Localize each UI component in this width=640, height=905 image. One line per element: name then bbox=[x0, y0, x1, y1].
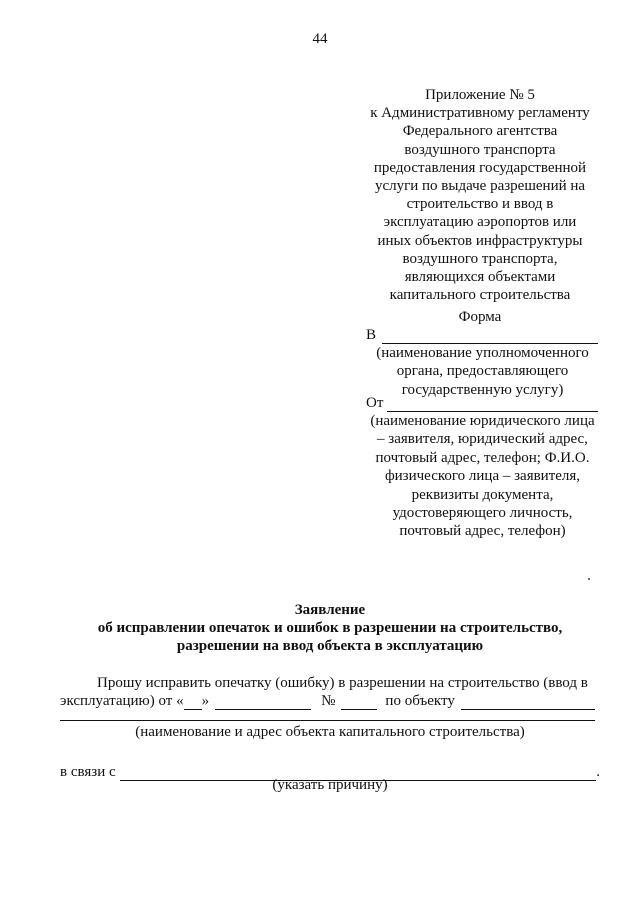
statement-title-line: об исправлении опечаток и ошибок в разрешении на строительство, bbox=[97, 620, 563, 636]
sender-field bbox=[366, 394, 598, 412]
object-label: по объекту bbox=[385, 693, 455, 709]
appendix-line: строительство и ввод в bbox=[406, 196, 554, 213]
form-label: Форма bbox=[458, 309, 502, 325]
appendix-line: услуги по выдаче разрешений на bbox=[374, 178, 586, 195]
hint-line: (наименование юридического лица bbox=[370, 413, 595, 429]
day-blank bbox=[184, 695, 202, 710]
appendix-line: Приложение № 5 bbox=[425, 87, 535, 103]
page-number: 44 bbox=[312, 31, 328, 47]
appendix-line: к Административному регламенту bbox=[370, 105, 590, 122]
appendix-line: воздушного транспорта, bbox=[402, 250, 558, 267]
hint-line: реквизиты документа, bbox=[411, 486, 554, 503]
hint-line: (наименование уполномоченного bbox=[376, 345, 589, 361]
appendix-line: являющихся объектами bbox=[404, 269, 556, 286]
appendix-line: капитального строительства bbox=[389, 287, 571, 304]
appendix-line: предоставления государственной bbox=[373, 159, 587, 176]
appendix-line: эксплуатацию аэропортов или bbox=[383, 214, 577, 231]
sender-blank-line bbox=[387, 396, 598, 412]
number-sign: № bbox=[321, 693, 336, 709]
object-blank-line bbox=[60, 720, 595, 721]
request-line-2 bbox=[60, 692, 605, 710]
hint-line: почтовый адрес, телефон) bbox=[399, 523, 566, 540]
request-date-close: » bbox=[201, 693, 210, 709]
sender-hint bbox=[345, 412, 620, 541]
object-hint: (наименование и адрес объекта капитального строительства) bbox=[135, 724, 525, 740]
hint-line: – заявителя, юридический адрес, bbox=[377, 431, 588, 448]
date-blank bbox=[215, 695, 311, 710]
sender-prefix: От bbox=[366, 395, 384, 411]
recipient-hint bbox=[345, 344, 620, 399]
request-paragraph: Прошу исправить опечатку (ошибку) в разрешении на строительство (ввод в bbox=[97, 675, 588, 691]
reason-hint: (указать причину) bbox=[272, 777, 388, 793]
appendix-line: иных объектов инфраструктуры bbox=[377, 232, 583, 249]
recipient-field bbox=[366, 326, 598, 344]
hint-line: органа, предоставляющего bbox=[396, 363, 569, 380]
hint-line: почтовый адрес, телефон; Ф.И.О. bbox=[375, 449, 590, 466]
reason-suffix: . bbox=[596, 764, 600, 780]
statement-title bbox=[60, 601, 600, 655]
recipient-blank-line bbox=[382, 328, 598, 344]
hint-line: физического лица – заявителя, bbox=[384, 468, 581, 485]
object-blank bbox=[461, 695, 595, 710]
request-date-prefix: эксплуатацию) от « bbox=[60, 693, 184, 709]
appendix-line: воздушного транспорта bbox=[404, 141, 556, 158]
appendix-line: Федерального агентства bbox=[402, 123, 558, 140]
appendix-header bbox=[345, 86, 615, 304]
reason-prefix: в связи с bbox=[60, 764, 116, 780]
statement-title-line: Заявление bbox=[294, 602, 366, 618]
number-blank bbox=[341, 695, 377, 710]
scan-speck bbox=[588, 578, 590, 580]
statement-title-line: разрешении на ввод объекта в эксплуатацию bbox=[176, 638, 484, 654]
recipient-prefix: В bbox=[366, 327, 377, 343]
hint-line: государственную услугу) bbox=[401, 381, 564, 398]
hint-line: удостоверяющего личность, bbox=[392, 505, 573, 522]
